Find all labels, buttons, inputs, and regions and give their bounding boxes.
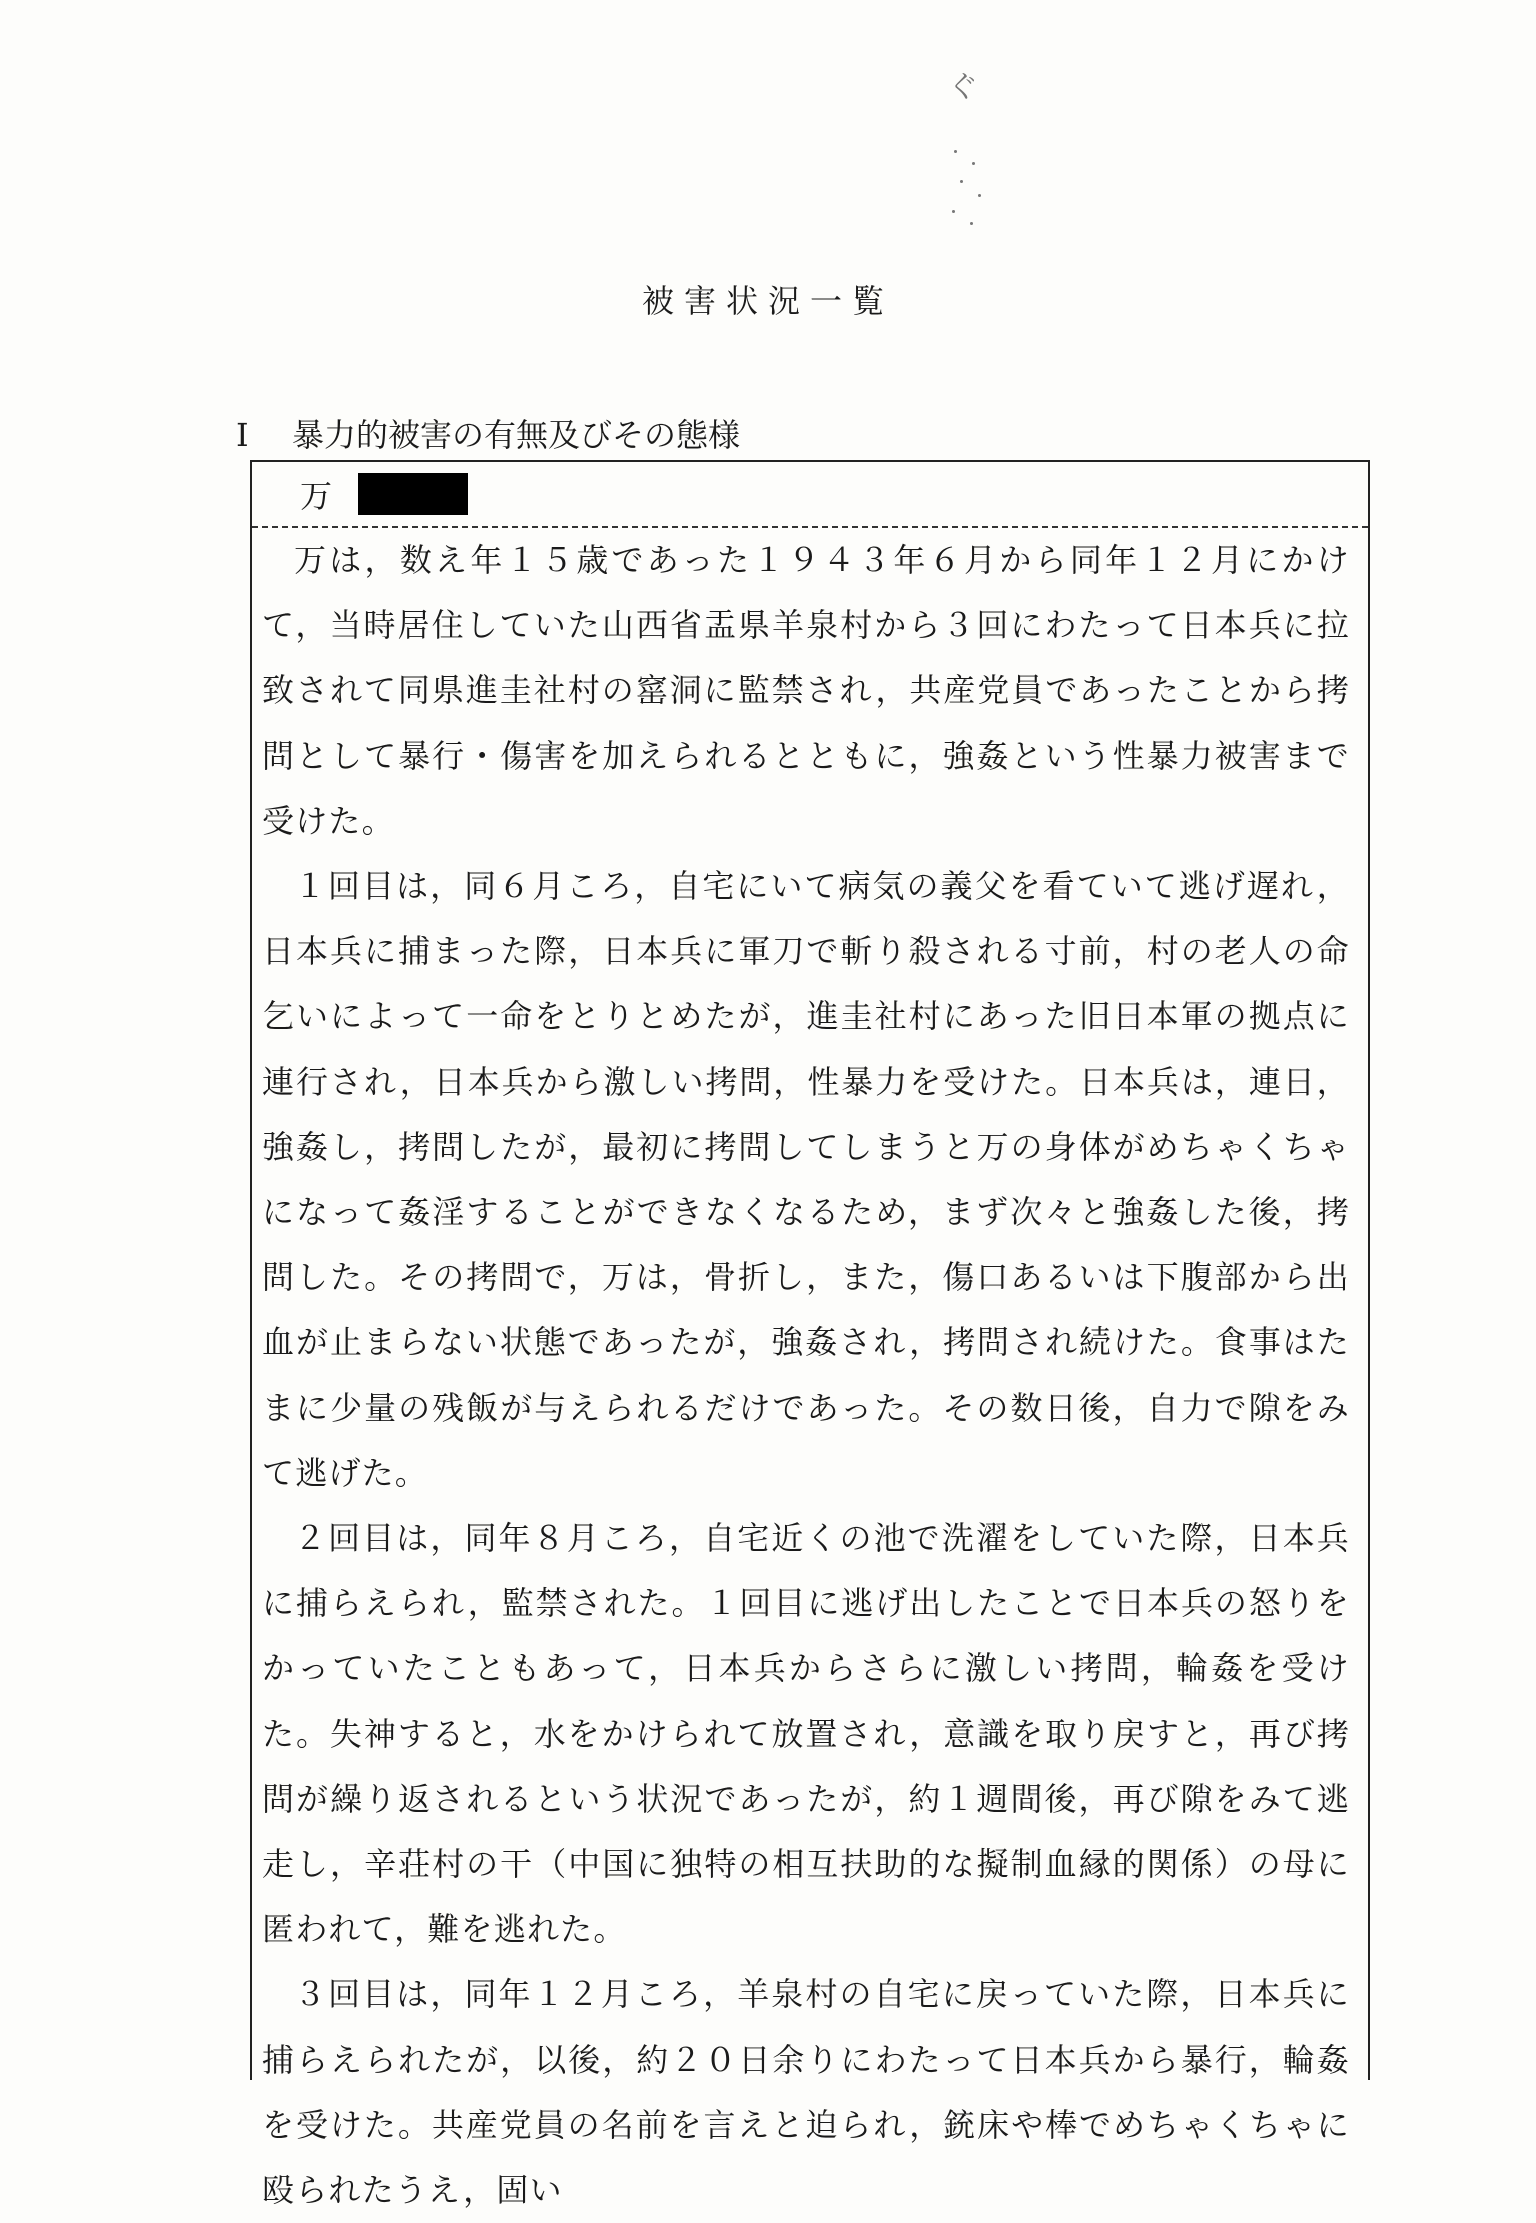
section-title: 暴力的被害の有無及びその態様 <box>292 416 741 454</box>
paragraph: １回目は，同６月ころ，自宅にいて病気の義父を看ていて逃げ遅れ，日本兵に捕まった際，日本兵に軍刀で斬り殺される寸前，村の老人の命乞いによって一命をとりとめたが，進圭社村にあった旧日本軍の拠点に連行され，日本兵から激しい拷問，性暴力を受けた。日本兵は，連日，強姦し，拷問したが，最初に拷問してしまうと万の身体がめちゃくちゃになって姦淫することができなくなるため，まず次々と強姦した後，拷問した。その拷問で，万は，骨折し，また，傷口あるいは下腹部から出血が止まらない状態であったが，強姦され，拷問され続けた。食事はたまに少量の残飯が与えられるだけであった。その数日後，自力で隙をみて逃げた。 <box>262 867 1350 1492</box>
redaction-bar <box>358 473 468 515</box>
paragraph: ３回目は，同年１２月ころ，羊泉村の自宅に戻っていた際，日本兵に捕らえられたが，以後，約２０日余りにわたって日本兵から暴行，輪姦を受けた。共産党員の名前を言えと迫られ，銃床や棒でめちゃくちゃに殴られたうえ，固い <box>262 1975 1350 2210</box>
victim-name-row <box>252 462 1368 528</box>
victim-box <box>250 460 1370 2210</box>
paragraph: ２回目は，同年８月ころ，自宅近くの池で洗濯をしていた際，日本兵に捕らえられ，監禁された。１回目に逃げ出したことで日本兵の怒りをかっていたこともあって，日本兵からさらに激しい拷問，輪姦を受けた。失神すると，水をかけられて放置され，意識を取り戻すと，再び拷問が繰り返されるという状況であったが，約１週間後，再び隙をみて逃走し，辛荘村の干（中国に独特の相互扶助的な擬制血縁的関係）の母に匿われて，難を逃れた。 <box>262 1519 1350 1949</box>
section-number: I <box>236 416 249 454</box>
scan-specks <box>950 150 990 230</box>
paragraph: 万は，数え年１５歳であった１９４３年６月から同年１２月にかけて，当時居住していた山西省盂県羊泉村から３回にわたって日本兵に拉致されて同県進圭社村の窰洞に監禁され，共産党員であったことから拷問として暴行・傷害を加えられるとともに，強姦という性暴力被害まで受けた。 <box>262 541 1350 840</box>
page-stamp: ぐ <box>948 70 980 105</box>
section-heading <box>236 410 740 456</box>
victim-testimony <box>252 528 1368 2223</box>
victim-name: 万 <box>300 477 333 515</box>
document-title: 被害状況一覧 <box>641 282 894 320</box>
